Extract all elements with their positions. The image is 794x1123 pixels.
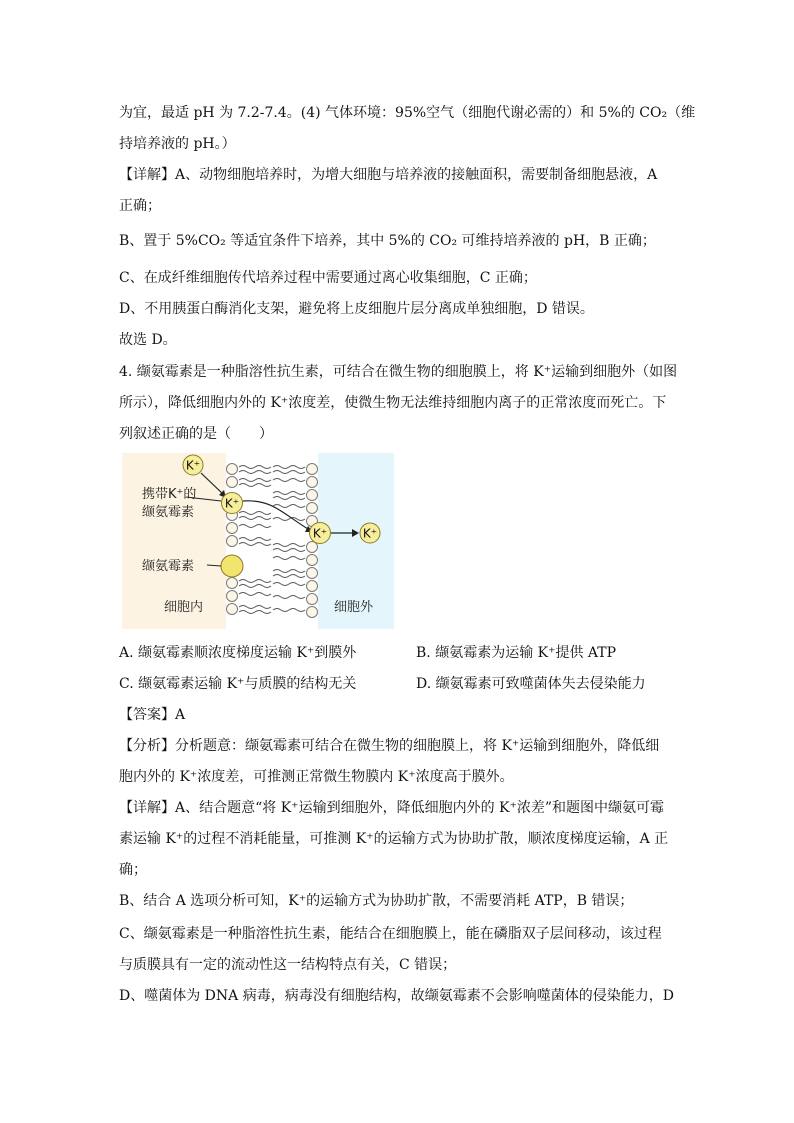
lipid-bilayer <box>224 464 318 618</box>
question-stem: 所示），降低细胞内外的 K⁺浓度差，使微生物无法维持细胞内离子的正常浓度而死亡。下 <box>119 395 667 411</box>
outside-label: 细胞外 <box>334 600 374 615</box>
k-ion <box>183 455 203 475</box>
svg-text:K⁺: K⁺ <box>185 458 201 473</box>
option-b: B. 缬氨霉素为运输 K⁺提供 ATP <box>416 645 617 661</box>
answer: 【答案】A <box>119 707 186 723</box>
carrier-with-k-outer <box>310 523 331 544</box>
question-stem: 4. 缬氨霉素是一种脂溶性抗生素，可结合在微生物的细胞膜上，将 K⁺运输到细胞外（如图 <box>119 364 678 380</box>
explanation: B、结合 A 选项分析可知，K⁺的运输方式为协助扩散，不需要消耗 ATP，B 错误； <box>119 893 634 909</box>
explanation: 与质膜具有一定的流动性这一结构特点有关，C 错误； <box>119 957 457 973</box>
explanation: C、缬氨霉素是一种脂溶性抗生素，能结合在细胞膜上，能在磷脂双子层间移动，该过程 <box>119 926 662 942</box>
inside-label: 细胞内 <box>164 600 204 615</box>
text-line: 正确； <box>119 198 161 214</box>
explanation: 素运输 K⁺的过程不消耗能量，可推测 K⁺的运输方式为协助扩散，顺浓度梯度运输，A 正 <box>119 831 669 847</box>
carrier-label: 携带K⁺的 <box>142 487 197 502</box>
membrane-diagram <box>122 453 394 629</box>
text-line: D、不用胰蛋白酶消化支架，避免将上皮细胞片层分离成单独细胞，D 错误。 <box>119 301 594 317</box>
text-line: 持培养液的 pH。） <box>119 136 236 152</box>
text-line: B、置于 5%CO₂ 等适宜条件下培养，其中 5%的 CO₂ 可维持培养液的 pH，B 正确； <box>119 233 656 249</box>
lipid-tails <box>239 466 305 614</box>
svg-text:K⁺: K⁺ <box>362 526 378 541</box>
explanation: D、噬菌体为 DNA 病毒，病毒没有细胞结构，故缬氨霉素不会影响噬菌体的侵染能力，D <box>119 988 674 1004</box>
carrier-label: 缬氨霉素 <box>142 505 195 520</box>
question-stem: 列叙述正确的是（ ） <box>119 426 273 442</box>
analysis: 【分析】分析题意：缬氨霉素可结合在微生物的细胞膜上，将 K⁺运输到细胞外，降低细 <box>119 738 660 754</box>
explanation: 【详解】A、结合题意“将 K⁺运输到细胞外，降低细胞内外的 K⁺浓差”和题图中缬氨可霉 <box>119 800 665 816</box>
analysis: 胞内外的 K⁺浓度差，可推测正常微生物膜内 K⁺浓度高于膜外。 <box>119 769 514 785</box>
text-line: C、在成纤维细胞传代培养过程中需要通过离心收集细胞，C 正确； <box>119 270 537 286</box>
option-c: C. 缬氨霉素运输 K⁺与质膜的结构无关 <box>119 676 357 692</box>
text-line: 【详解】A、动物细胞培养时，为增大细胞与培养液的接触面积，需要制备细胞悬液，A <box>119 167 658 183</box>
valinomycin-label: 缬氨霉素 <box>142 559 195 574</box>
option-a: A. 缬氨霉素顺浓度梯度运输 K⁺到膜外 <box>119 645 357 661</box>
valinomycin-molecule <box>221 555 243 577</box>
explanation: 确； <box>119 862 147 878</box>
option-d: D. 缬氨霉素可致噬菌体失去侵染能力 <box>416 676 646 692</box>
svg-text:K⁺: K⁺ <box>224 496 240 511</box>
text-line: 故选 D。 <box>119 332 177 348</box>
svg-text:K⁺: K⁺ <box>312 526 328 541</box>
released-k-ion <box>360 523 380 543</box>
text-line: 为宜，最适 pH 为 7.2-7.4。(4) 气体环境：95%空气（细胞代谢必需的）和 5%的 CO₂（维 <box>119 105 696 121</box>
carrier-with-k <box>222 493 243 514</box>
